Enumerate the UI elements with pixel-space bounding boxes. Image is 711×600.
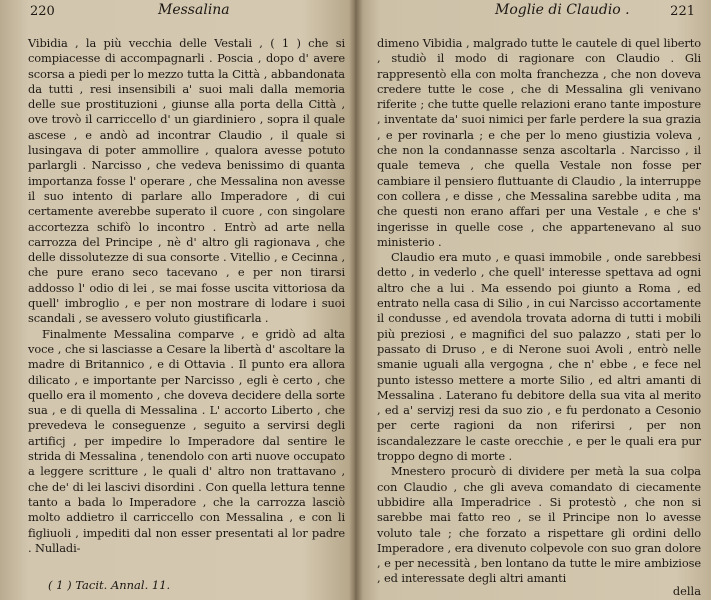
right-page-body [377,36,701,587]
footnote: ( 1 ) Tacit. Annal. 11. [48,578,171,592]
paragraph: dimeno Vibidia , malgrado tutte le cautele di quel liberto , studiò il modo di ragionare con Claudio . Gli rappresentò ella con molta franchezza , che non doveva credere tutte le cose , che di Messalina gli venivano riferite ; che tutte quelle relazioni erano tante imposture , inventate da' suoi nimici per farle perdere la sua grazia , e per rovinarla ; e che per lo meno giustizia voleva , che non la condannasse senza ascoltarla . Narcisso , il quale temeva , che quella Vestale non fosse per cambiare il pensiero fluttuante di Claudio , la interruppe con collera , e disse , che Messalina sarebbe udita , ma che questi non erano affari per una Vestale , e che s' ingerisse in quelle cose , che appartenevano al suo ministerio . [377,36,701,249]
page-number: 221 [670,4,695,19]
paragraph: Vibidia , la più vecchia delle Vestali , ( 1 ) che si compiacesse di accompagnarli . Poscia , dopo d' avere scorsa a piedi per lo mezzo tutta la Città , abbandonata da tutti , resi insensibili a' suoi mali dalla memoria delle sue prostituzioni , giunse alla porta della Città , ove trovò il carriccello d' un giardiniero , sopra il quale ascese , e andò ad incontrar Claudio , il quale si lusingava di poter ammollire , qualora avesse potuto parlargli . Narcisso , che vedeva benissimo di quanta importanza fosse l' operare , che Messalina non avesse il suo intento di parlare allo Imperadore , di cui certamente averebbe superato il cuore , con singolare accortezza schifò lo incontro . Entrò ad arte nella carrozza del Principe , nè d' altro gli ragionava , che delle dissolutezze di sua consorte . Vitellio , e Cecinna , che pure erano seco tacevano , e per non tirarsi addosso l' odio di lei , se mai fosse uscita vittoriosa da quell' imbroglio , e per non mostrare di lodare i suoi scandali , se avessero voluto giustificarla . [28,36,345,326]
paragraph: Finalmente Messalina comparve , e gridò ad alta voce , che si lasciasse a Cesare la libertà d' ascoltare la madre di Britannico , e di Ottavia . Il punto era allora dilicato , e importante per Narcisso , egli è certo , che quello era il momento , che doveva decidere della sorte sua , e di quella di Messalina . L' accorto Liberto , che prevedeva le conseguenze , seguito a servirsi degli artificj , per impedire lo Imperadore dal sentire le strida di Messalina , tenendolo con arti nuove occupato a leggere scritture , le quali d' altro non trattavano , che de' di lei lascivi disordini . Con quella lettura tenne tanto a bada lo Imperadore , che la carrozza lasciò molto addietro il carriccello con Messalina , e con li figliuoli , impediti dal non esser presentati al lor padre . Nulladi- [28,326,345,555]
left-page-body [28,36,345,556]
paragraph: Mnestero procurò di dividere per metà la sua colpa con Claudio , che gli aveva comandato di ciecamente ubbidire alla Imperadrice . Si protestò , che non si sarebbe mai fatto reo , se il Principe non lo avesse voluto tale ; che forzato a rispettare gli ordini dello Imperadore , era divenuto colpevole con suo gran dolore , e per necessità , ben lontano da tutte le mire ambiziose , ed interessate degli altri amanti [377,464,701,586]
running-title: Moglie di Claudio . [495,2,630,18]
running-title: Messalina [158,2,230,18]
right-page [355,0,711,600]
paragraph: Claudio era muto , e quasi immobile , onde sarebbesi detto , in vederlo , che quell' interesse spettava ad ogni altro che a lui . Ma essendo poi giunto a Roma , ed entrato nella casa di Silio , in cui Narcisso accortamente il condusse , ed avendola trovata adorna di tutti i mobili più preziosi , e magnifici del suo palazzo , stati per lo passato di Druso , e di Nerone suoi Avoli , entrò nelle smanie uguali alla vergogna , che n' ebbe , e fece nel punto istesso mettere a morte Silio , ed altri amanti di Messalina . Laterano fu debitore della sua vita al merito , ed a' servizj resi da suo zio , e fu perdonato a Cesonio per certe ragioni da non riferirsi , per non iscandalezzare le caste orecchie , e per le quali era pur troppo degno di morte . [377,250,701,464]
left-page [0,0,355,600]
right-page-header [355,2,711,20]
catchword: della [672,584,701,598]
left-page-header [0,2,355,20]
page-number: 220 [30,4,55,19]
